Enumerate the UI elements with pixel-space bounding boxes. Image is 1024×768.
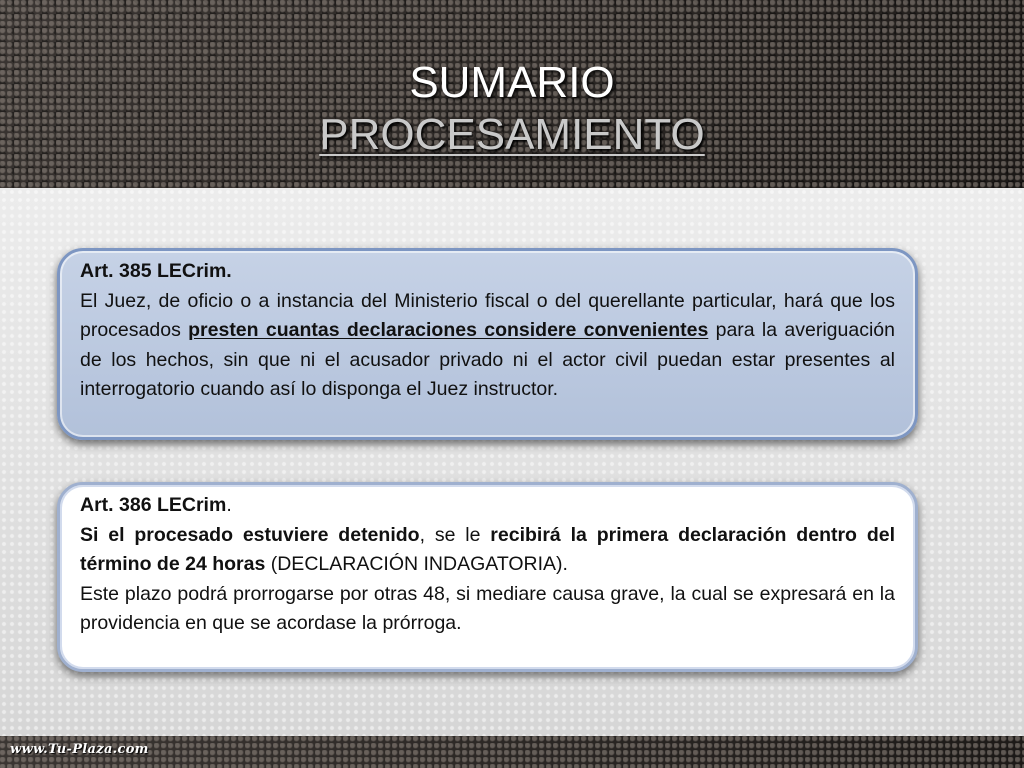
footer-bar [0,736,1024,768]
article-386-text-1: , se le [419,523,491,546]
article-386-paragraph-1 [80,521,895,580]
article-385-text-1: El Juez, de oficio o a instancia del Ministerio fiscal o del querellante particular, hará que los procesados [80,289,895,341]
article-385-text-2: para la averiguación de los hechos, sin que ni el acusador privado ni el actor civil puedan estar presentes al interrogatorio cuando así lo disponga el Juez instructor. [80,319,895,400]
article-386-paragraph-2: Este plazo podrá prorrogarse por otras 48, si mediare causa grave, la cual se expresará en la providencia en que se acordase la prórroga. [80,582,895,634]
article-386-box [57,482,918,672]
article-386-heading-line [80,491,895,521]
slide-title: SUMARIO [409,58,615,107]
article-386-heading: Art. 386 LECrim [80,494,227,516]
article-386-bold-1: Si el procesado estuviere detenido [80,523,420,546]
article-386-text-2: (DECLARACIÓN INDAGATORIA). [265,553,568,575]
article-385-box [57,248,918,440]
footer-watermark: www.Tu-Plaza.com [10,742,149,757]
article-386-heading-suffix: . [226,494,232,516]
article-385-heading: Art. 385 LECrim. [80,260,232,282]
slide-subtitle [0,110,1024,160]
article-386-bold-2: recibirá la primera declaración dentro del término de 24 horas [80,523,895,575]
article-385-underlined-text: presten cuantas declaraciones considere convenientes [188,319,709,341]
slide-subtitle-text: PROCESAMIENTO [319,110,705,159]
